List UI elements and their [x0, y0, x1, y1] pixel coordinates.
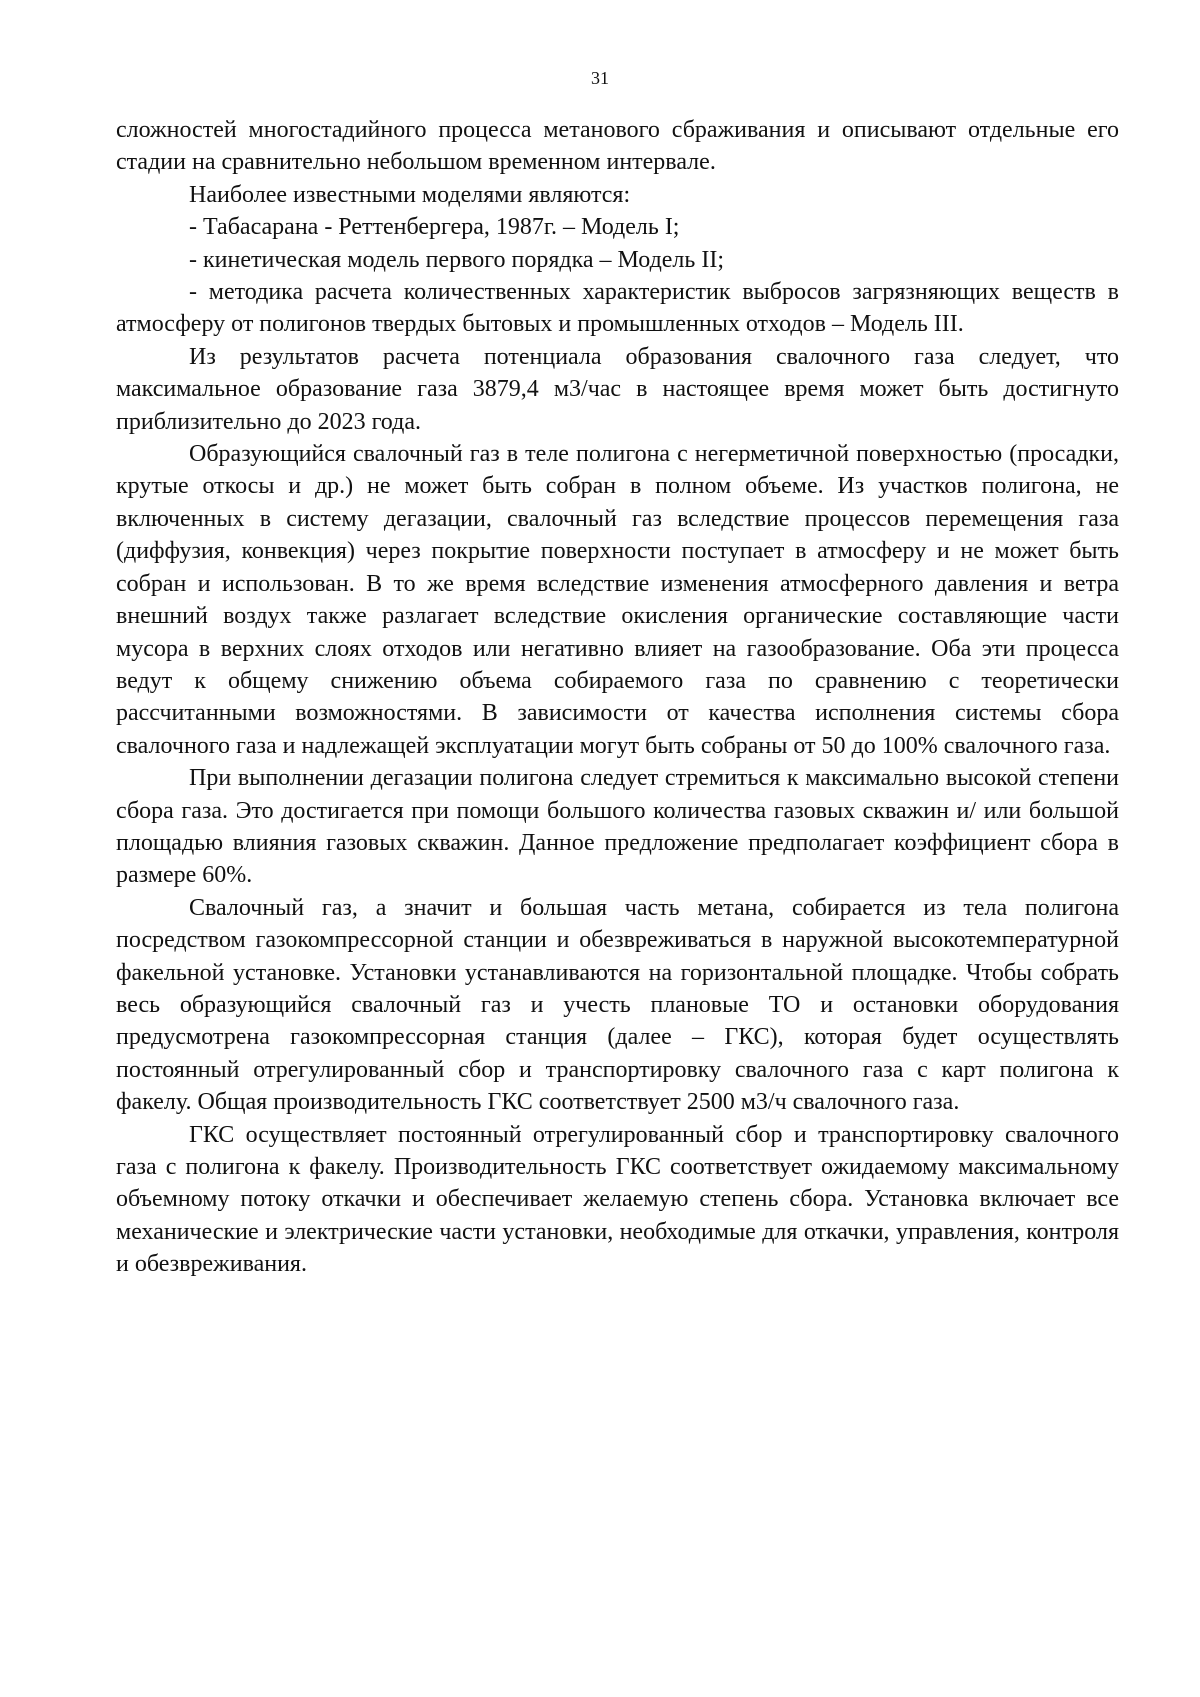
page-number: 31 — [591, 68, 609, 88]
paragraph-gas-potential: Из результатов расчета потенциала образования свалочного газа следует, что максимальное образование газа 3879,4 м3/час в настоящее время может быть достигнуто приблизительно до 2023 года. — [116, 343, 1119, 435]
paragraph-gas-collection: Свалочный газ, а значит и большая часть метана, собирается из тела полигона посредством газокомпрессорной станции и обезвреживаться в наружной высокотемпературной факельной установке. Установки устанавливаются на горизонтальной площадке. Чтобы собрать весь образующийся свалочный газ и учесть плановые ТО и остановки оборудования предусмотрена газокомпрессорная станция (далее – ГКС), которая будет осуществлять постоянный отрегулированный сбор и транспортировку свалочного газа с карт полигона к факелу. Общая производительность ГКС соответствует 2500 м3/ч свалочного газа. — [116, 894, 1119, 1116]
list-item-model-3: - методика расчета количественных характеристик выбросов загрязняющих веществ в атмосферу от полигонов твердых бытовых и промышленных отходов – Модель III. — [116, 279, 1119, 338]
paragraph-continuation: сложностей многостадийного процесса метанового сбраживания и описывают отдельные его стадии на сравнительно небольшом временном интервале. — [116, 117, 1119, 176]
list-item-model-2: - кинетическая модель первого порядка – Модель II; — [189, 246, 725, 273]
paragraph-models-intro: Наиболее известными моделями являются: — [189, 181, 631, 208]
paragraph-gks: ГКС осуществляет постоянный отрегулированный сбор и транспортировку свалочного газа с полигона к факелу. Производительность ГКС соответствует ожидаемому максимальному объемному потоку откачки и обеспечивает желаемую степень сбора. Установка включает все механические и электрические части установки, необходимые для откачки, управления, контроля и обезвреживания. — [116, 1121, 1119, 1278]
paragraph-gas-losses: Образующийся свалочный газ в теле полигона с негерметичной поверхностью (просадки, крутые откосы и др.) не может быть собран в полном объеме. Из участков полигона, не включенных в систему дегазации, свалочный газ вследствие процессов перемещения газа (диффузия, конвекция) через покрытие поверхности поступает в атмосферу и не может быть собран и использован. В то же время вследствие изменения атмосферного давления и ветра внешний воздух также разлагает вследствие окисления органические составляющие части мусора в верхних слоях отходов или негативно влияет на газообразование. Оба эти процесса ведут к общему снижению объема собираемого газа по сравнению с теоретически рассчитанными возможностями. В зависимости от качества исполнения системы сбора свалочного газа и надлежащей эксплуатации могут быть собраны от 50 до 100% свалочного газа. — [116, 441, 1119, 759]
list-item-model-1: - Табасарана - Реттенбергера, 1987г. – Модель I; — [189, 214, 680, 241]
body-text — [116, 114, 1119, 1281]
paragraph-degassing: При выполнении дегазации полигона следует стремиться к максимально высокой степени сбора газа. Это достигается при помощи большого количества газовых скважин и/ или большой площадью влияния газовых скважин. Данное предложение предполагает коэффициент сбора в размере 60%. — [116, 765, 1119, 889]
